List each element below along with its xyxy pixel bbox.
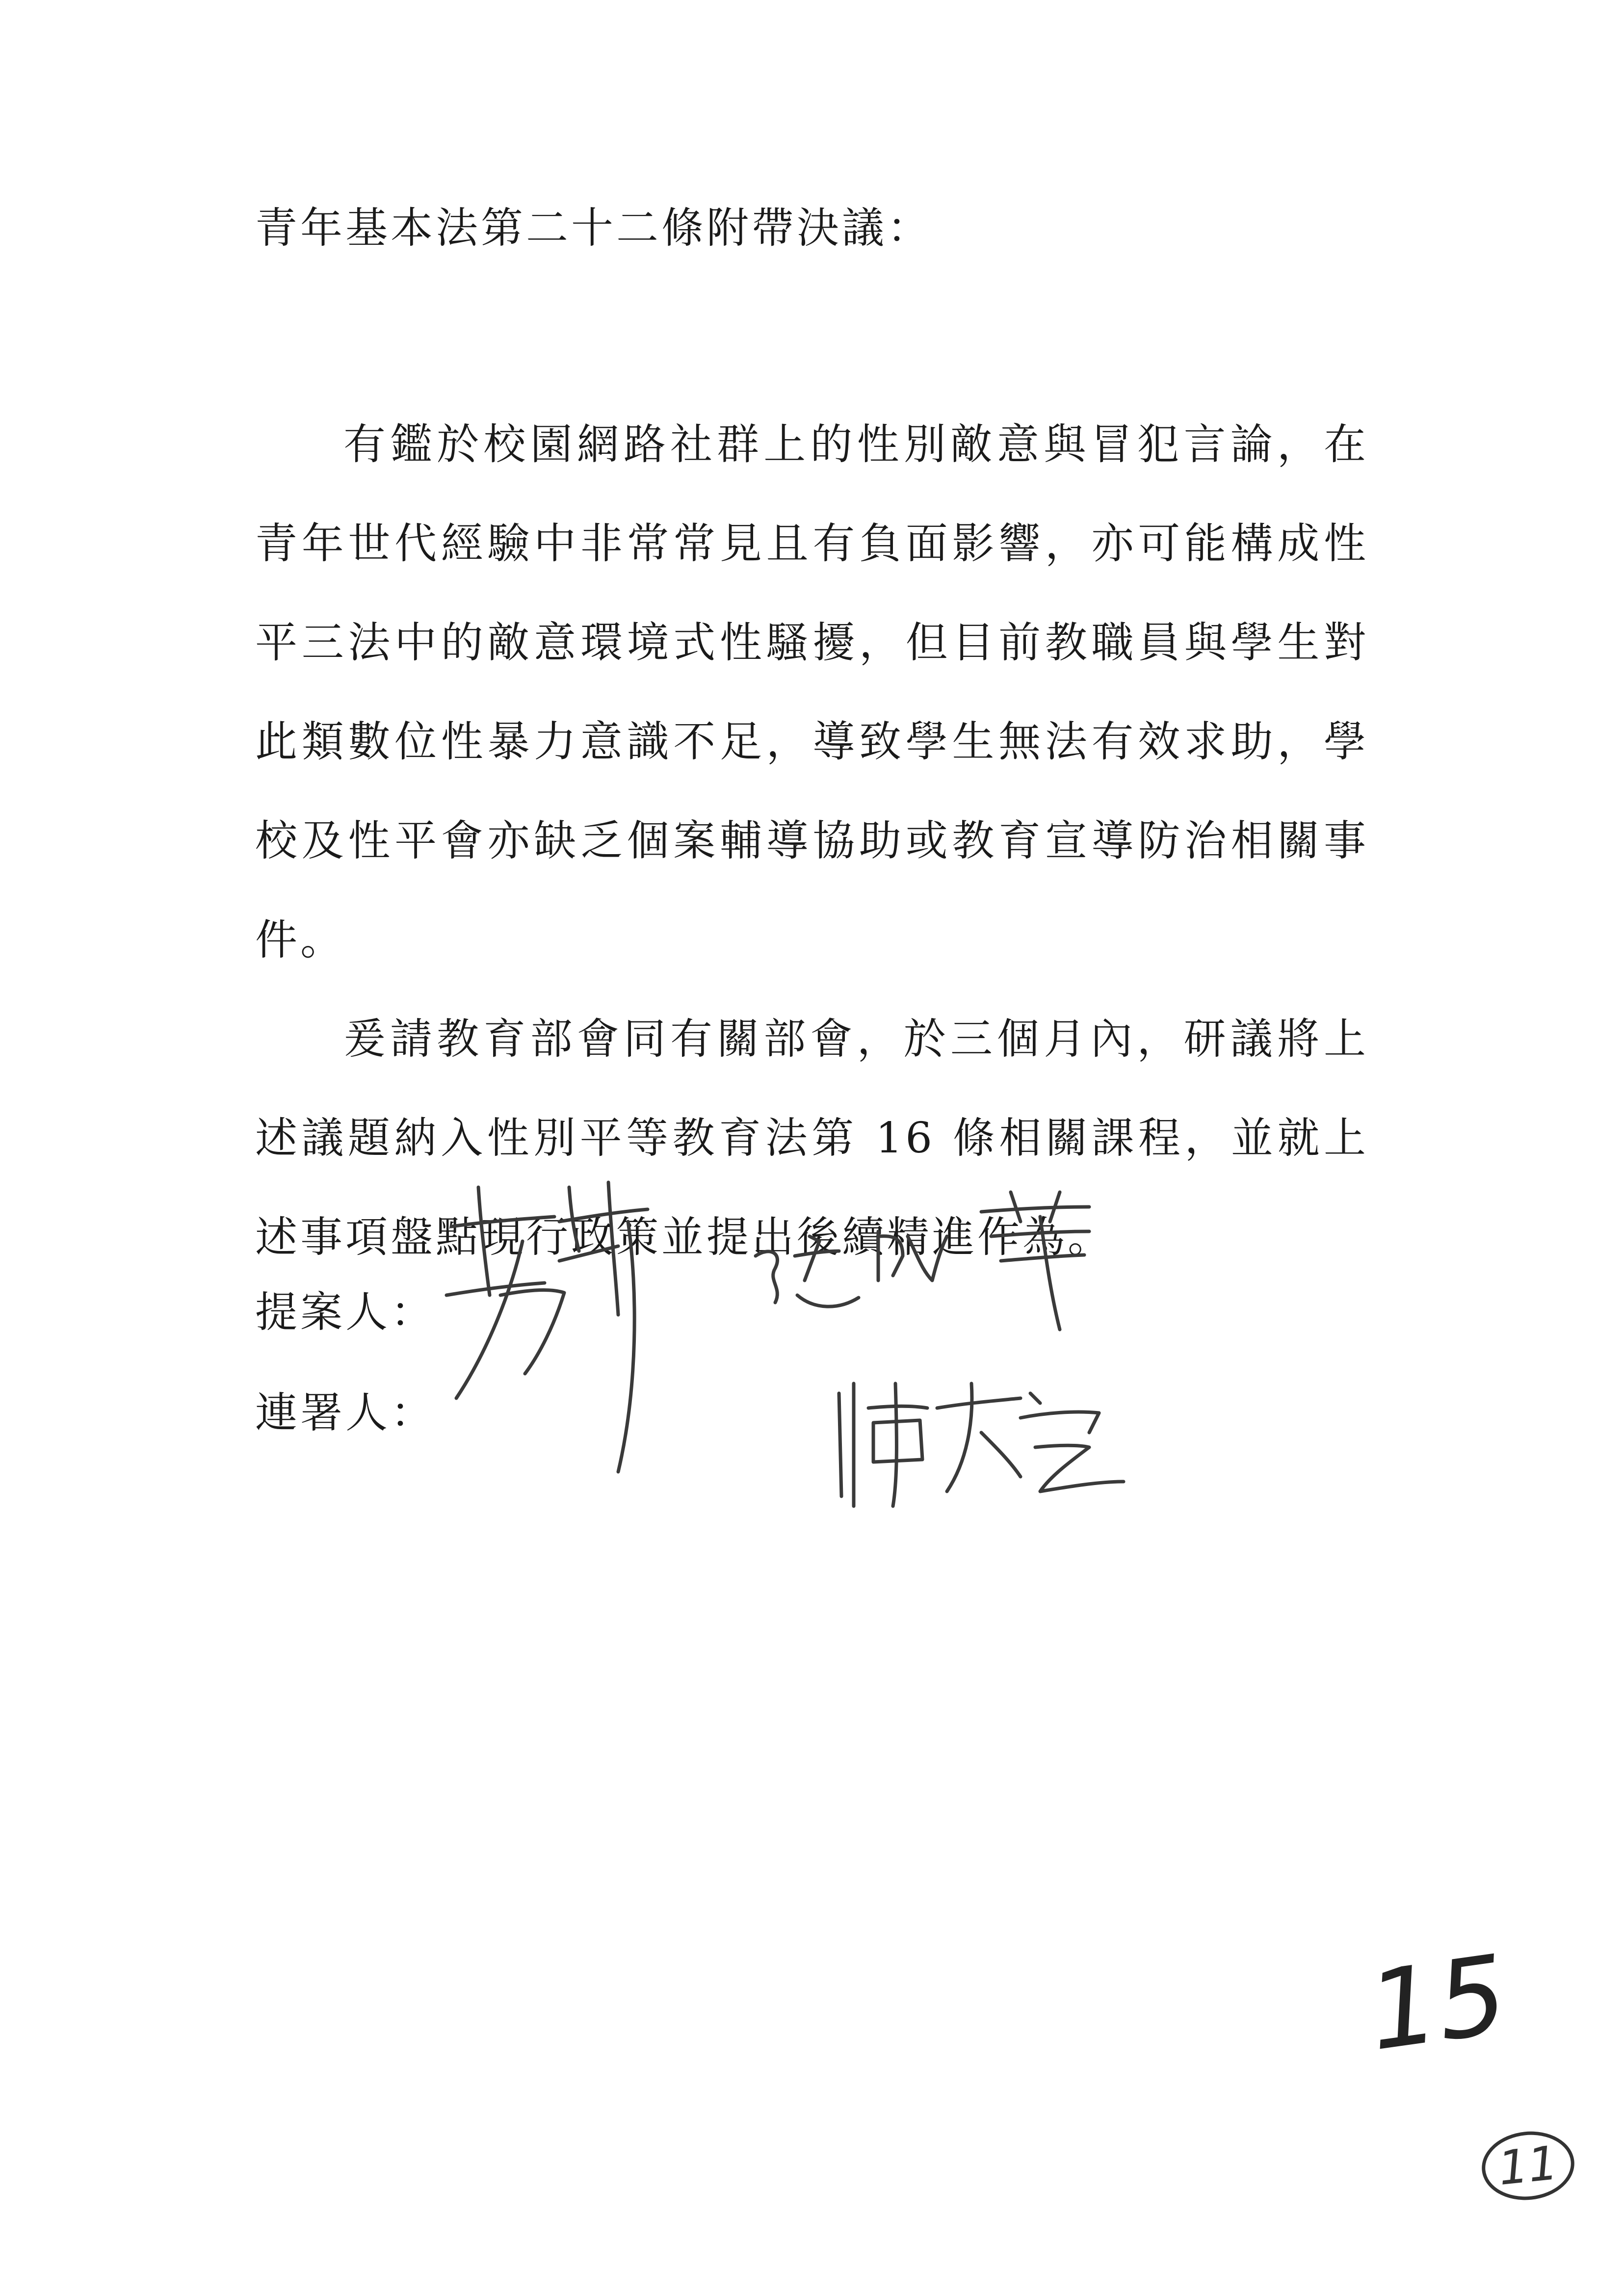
- paragraph-2: 爰請教育部會同有關部會，於三個月內，研議將上述議題納入性別平等教育法第 16 條相關課程，並就上述事項盤點現行政策並提出後續精進作為。: [255, 1015, 1369, 1262]
- page-number: 15: [1361, 1931, 1515, 2075]
- cosigner-signature-2: [834, 1364, 1128, 1511]
- proposer-signature: [432, 1168, 687, 1482]
- cosigner-signature-1: [746, 1182, 1119, 1339]
- sheet-number: 11: [1495, 2136, 1561, 2196]
- paragraph-1: 有鑑於校園網路社群上的性別敵意與冒犯言論，在青年世代經驗中非常常見且有負面影響，亦可能構成性平三法中的敵意環境式性騷擾，但目前教職員與學生對此類數位性暴力意識不足，導致學生無法有效求助，學校及性平會亦缺乏個案輔導協助或教育宣導防治相關事件。: [255, 420, 1369, 965]
- cosigner-label: 連署人：: [255, 1388, 436, 1437]
- resolution-body: [255, 395, 1369, 1287]
- proposer-label: 提案人：: [255, 1288, 436, 1337]
- resolution-title: 青年基本法第二十二條附帶決議：: [255, 204, 932, 253]
- sheet-number-circle: [1478, 2127, 1577, 2205]
